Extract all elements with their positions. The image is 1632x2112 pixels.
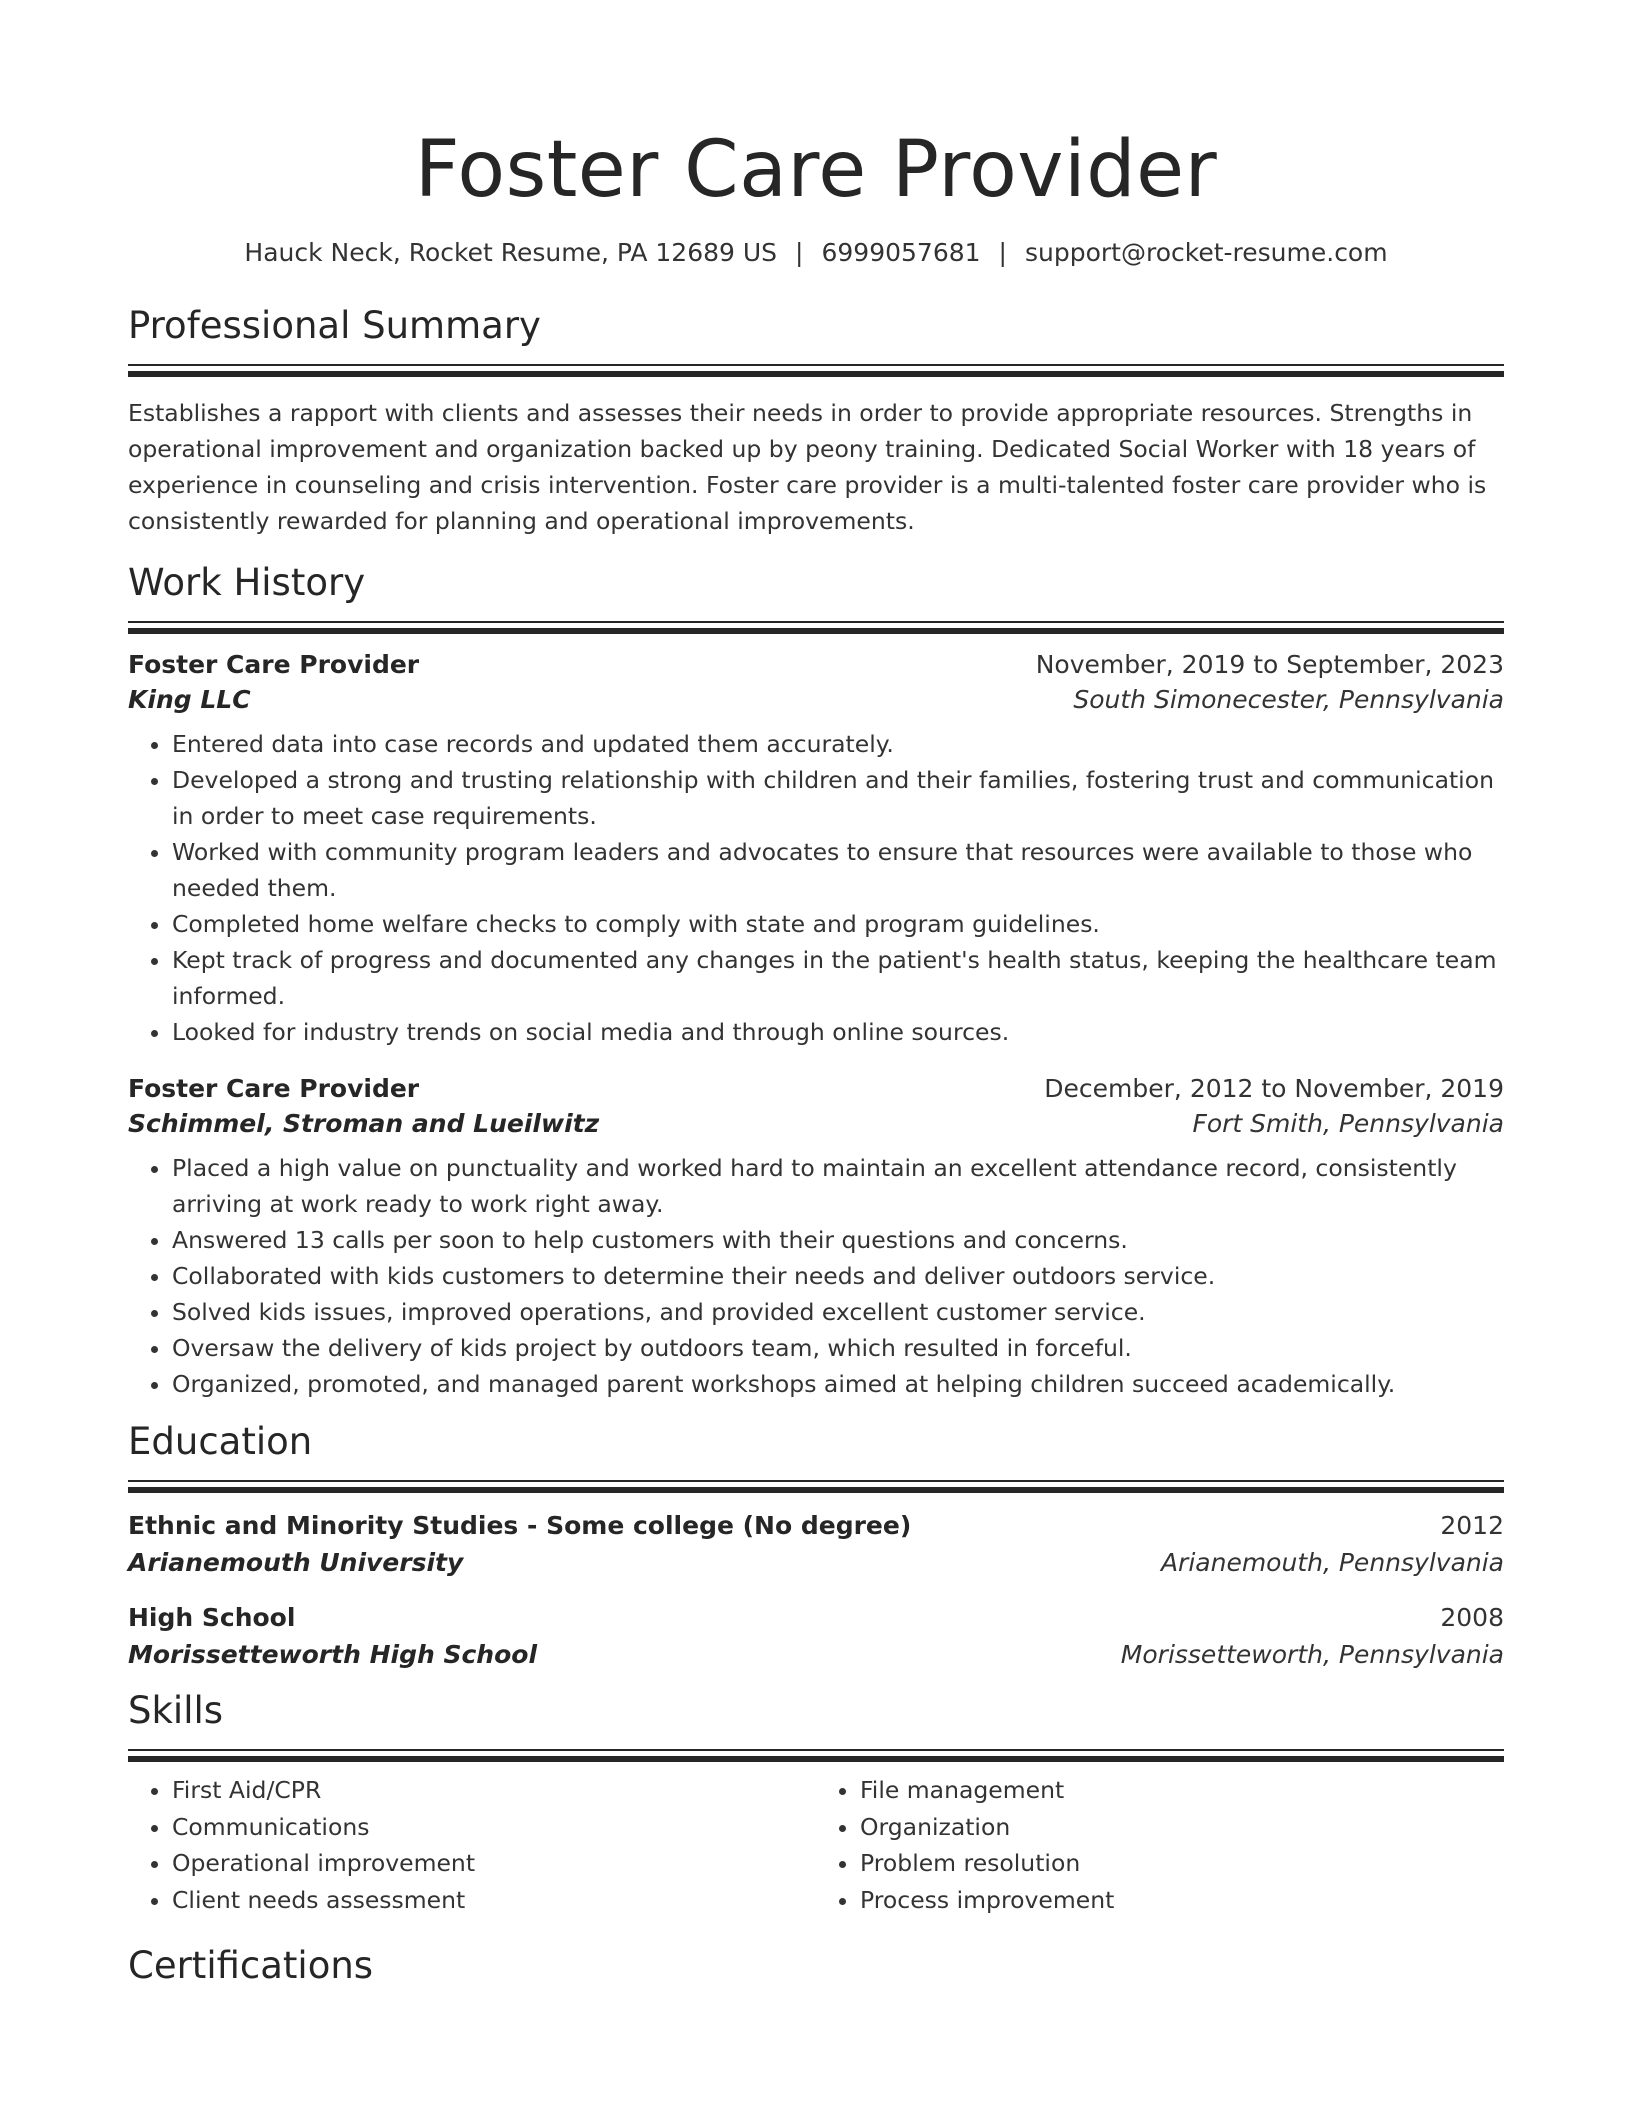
- job-location: South Simonecester, Pennsylvania: [1073, 685, 1504, 714]
- list-item: • Placed a high value on punctuality and worked hard to maintain an excellent attendance record, consistently arriving at work ready to work right away.: [172, 1150, 1504, 1222]
- skills-columns: [128, 1772, 1504, 1918]
- list-item: • Oversaw the delivery of kids project by outdoors team, which resulted in forceful.: [172, 1330, 1504, 1366]
- skill-item: • Client needs assessment: [172, 1882, 816, 1919]
- job-entry: [128, 1074, 1504, 1402]
- job-dates: December, 2012 to November, 2019: [1044, 1074, 1504, 1103]
- contact-separator: |: [795, 238, 804, 267]
- skill-item: • Organization: [860, 1809, 1504, 1846]
- section-divider: [128, 1749, 1504, 1762]
- contact-line: [128, 236, 1504, 270]
- job-title: Foster Care Provider: [128, 1074, 420, 1103]
- job-location: Fort Smith, Pennsylvania: [1192, 1109, 1504, 1138]
- school-location: Arianemouth, Pennsylvania: [1160, 1548, 1504, 1577]
- section-heading: Work History: [128, 561, 366, 604]
- degree-title: High School: [128, 1603, 296, 1632]
- school-name: Arianemouth University: [128, 1548, 464, 1577]
- section-divider: [128, 621, 1504, 634]
- education-section: [128, 1420, 1504, 1669]
- skill-item: • Operational improvement: [172, 1845, 816, 1882]
- degree-title: Ethnic and Minority Studies - Some college (No degree): [128, 1511, 912, 1540]
- resume-name: Foster Care Provider: [414, 125, 1218, 215]
- skill-item: • Process improvement: [860, 1882, 1504, 1919]
- list-item: • Entered data into case records and updated them accurately.: [172, 726, 1504, 762]
- skills-list-right: [816, 1772, 1504, 1918]
- list-item: • Organized, promoted, and managed parent workshops aimed at helping children succeed academically.: [172, 1366, 1504, 1402]
- summary-section: [128, 304, 1504, 539]
- job-title: Foster Care Provider: [128, 650, 420, 679]
- job-bullets: [128, 726, 1504, 1050]
- list-item: • Developed a strong and trusting relationship with children and their families, fostering trust and communication in order to meet case requirements.: [172, 762, 1504, 834]
- resume-page: [128, 0, 1504, 1988]
- certifications-section: [128, 1944, 1504, 1988]
- job-company: Schimmel, Stroman and Lueilwitz: [128, 1109, 600, 1138]
- education-year: 2008: [1440, 1603, 1504, 1632]
- section-heading: Certifications: [128, 1944, 374, 1987]
- section-divider: [128, 364, 1504, 377]
- job-bullets: [128, 1150, 1504, 1402]
- skills-list-left: [128, 1772, 816, 1918]
- job-entry: [128, 650, 1504, 1050]
- job-dates: November, 2019 to September, 2023: [1035, 650, 1504, 679]
- contact-phone: 6999057681: [821, 238, 981, 267]
- work-history-section: [128, 561, 1504, 1402]
- list-item: • Collaborated with kids customers to determine their needs and deliver outdoors service.: [172, 1258, 1504, 1294]
- list-item: • Looked for industry trends on social media and through online sources.: [172, 1014, 1504, 1050]
- school-location: Morissetteworth, Pennsylvania: [1120, 1640, 1504, 1669]
- list-item: • Completed home welfare checks to comply with state and program guidelines.: [172, 906, 1504, 942]
- section-heading: Education: [128, 1420, 313, 1463]
- section-heading: Professional Summary: [128, 304, 541, 347]
- list-item: • Solved kids issues, improved operations, and provided excellent customer service.: [172, 1294, 1504, 1330]
- skill-item: • First Aid/CPR: [172, 1772, 816, 1809]
- skill-item: • Problem resolution: [860, 1845, 1504, 1882]
- section-divider: [128, 1480, 1504, 1493]
- contact-email: support@rocket-resume.com: [1024, 238, 1388, 267]
- list-item: • Kept track of progress and documented any changes in the patient's health status, keeping the healthcare team informed.: [172, 942, 1504, 1014]
- school-name: Morissetteworth High School: [128, 1640, 538, 1669]
- skills-section: [128, 1689, 1504, 1918]
- job-company: King LLC: [128, 685, 251, 714]
- skill-item: • File management: [860, 1772, 1504, 1809]
- contact-separator: |: [998, 238, 1007, 267]
- education-year: 2012: [1440, 1511, 1504, 1540]
- contact-address: Hauck Neck, Rocket Resume, PA 12689 US: [244, 238, 778, 267]
- list-item: • Worked with community program leaders and advocates to ensure that resources were available to those who needed them.: [172, 834, 1504, 906]
- list-item: • Answered 13 calls per soon to help customers with their questions and concerns.: [172, 1222, 1504, 1258]
- education-entry: [128, 1511, 1504, 1577]
- skill-item: • Communications: [172, 1809, 816, 1846]
- section-heading: Skills: [128, 1689, 224, 1732]
- education-entry: [128, 1603, 1504, 1669]
- summary-text: Establishes a rapport with clients and assesses their needs in order to provide appropriate resources. Strengths in operational improvement and organization backed up by peony training. Dedicated Social Worker with 18 years of experience in counseling and crisis intervention. Foster care provider is a multi-talented foster care provider who is consistently rewarded for planning and operational improvements.: [128, 399, 1487, 535]
